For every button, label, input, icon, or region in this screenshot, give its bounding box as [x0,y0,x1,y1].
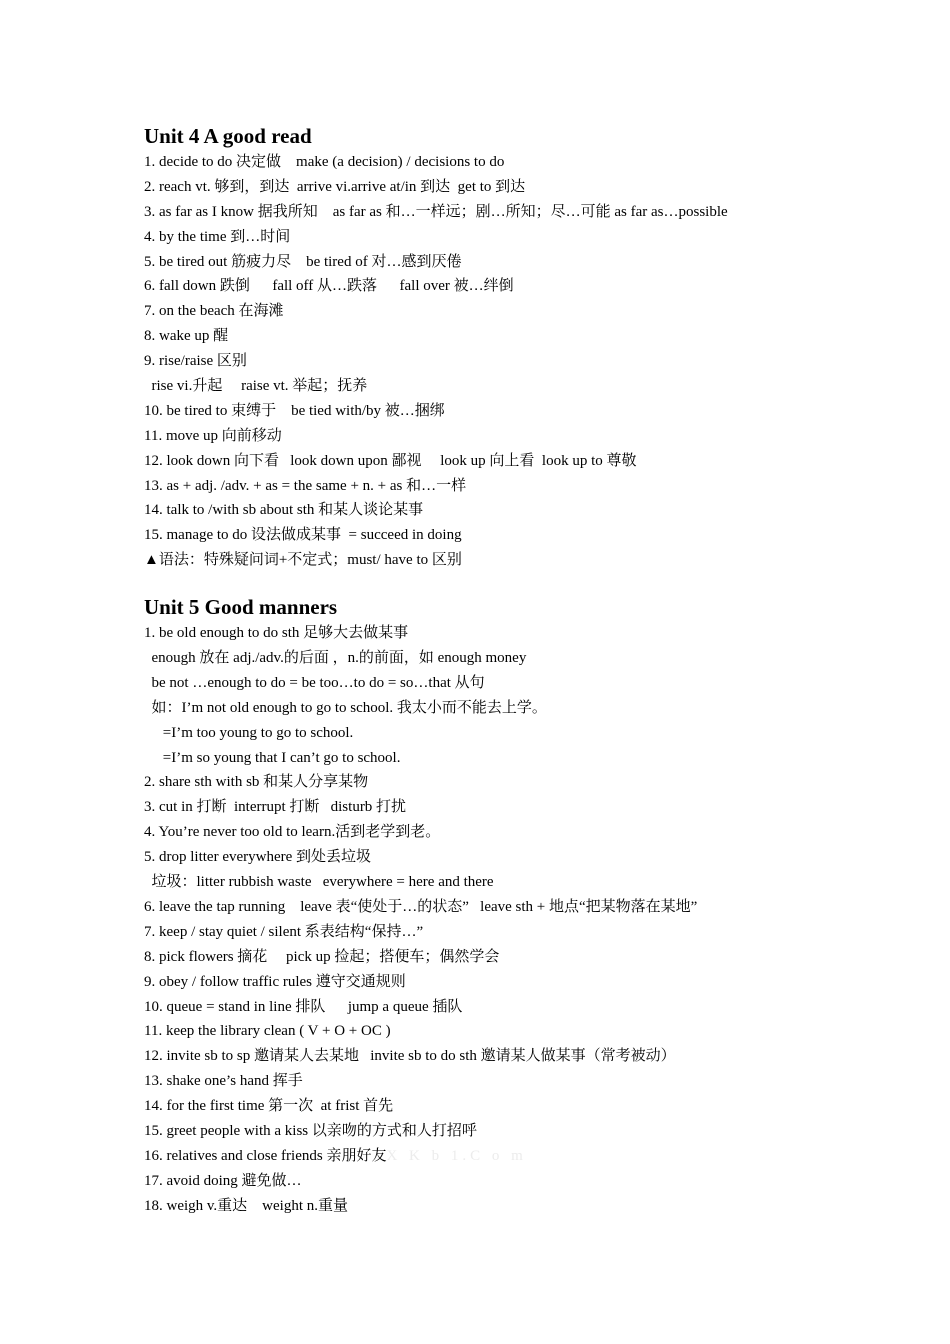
list-item: 垃圾：litter rubbish waste everywhere = here and there [144,874,494,891]
list-item: =I’m too young to go to school. [144,724,354,741]
list-item: 10. queue = stand in line 排队 jump a queue 插队 [144,998,463,1015]
list-item: 15. manage to do 设法做成某事 = succeed in doing [144,527,462,544]
list-item: 13. as + adj. /adv. + as = the same + n. + as 和…一样 [144,477,467,494]
list-item: 7. on the beach 在海滩 [144,303,284,320]
list-item: 1. decide to do 决定做 make (a decision) / decisions to do [144,154,505,170]
list-item: enough 放在 adj./adv.的后面 ，n.的前面，如 enough money [144,650,527,667]
list-item: 10. be tired to 束缚于 be tied with/by 被…捆绑 [144,402,445,419]
unit-4-list [144,150,844,573]
list-item: 11. keep the library clean ( V + O + OC ) [144,1023,391,1040]
section-gap [144,573,844,593]
list-item: 9. obey / follow traffic rules 遵守交通规则 [144,973,406,990]
list-item: 如：I’m not old enough to go to school. 我太小而不能去上学。 [144,699,547,716]
list-item: 11. move up 向前移动 [144,427,282,444]
grammar-note: ▲语法：特殊疑问词+不定式；must/ have to 区别 [144,552,462,569]
list-item: 8. wake up 醒 [144,328,229,345]
list-item [144,1144,844,1169]
list-item: rise vi.升起 raise vt. 举起；抚养 [144,378,368,395]
list-item: 4. by the time 到…时间 [144,228,291,245]
list-item: 12. look down 向下看 look down upon 鄙视 look up 向上看 look up to 尊敬 [144,452,637,469]
list-item: 6. leave the tap running leave 表“使处于…的状态” leave sth + 地点“把某物落在某地” [144,898,698,915]
list-item: 15. greet people with a kiss 以亲吻的方式和人打招呼 [144,1122,477,1139]
unit-4-heading: Unit 4 A good read [144,124,312,148]
document-page [144,122,844,1219]
list-item: 17. avoid doing 避免做… [144,1172,302,1189]
unit-5-heading: Unit 5 Good manners [144,595,338,620]
list-item: 7. keep / stay quiet / silent 系表结构“保持…” [144,923,424,940]
watermark: X K b 1.C o m [386,1147,527,1164]
list-item: 14. talk to /with sb about sth 和某人谈论某事 [144,502,424,519]
list-item: be not …enough to do = be too…to do = so…that 从句 [144,674,485,691]
list-item: 18. weigh v.重达 weight n.重量 [144,1197,349,1214]
list-item: 5. drop litter everywhere 到处丢垃圾 [144,849,372,866]
list-item: 2. reach vt. 够到，到达 arrive vi.arrive at/in 到达 get to 到达 [144,178,526,195]
list-item-text: 16. relatives and close friends 亲朋好友 [144,1147,387,1164]
list-item: 8. pick flowers 摘花 pick up 捡起；搭便车；偶然学会 [144,948,500,965]
unit-5-list [144,621,844,1218]
list-item: 13. shake one’s hand 挥手 [144,1073,303,1090]
list-item: =I’m so young that I can’t go to school. [144,749,401,766]
list-item: 5. be tired out 筋疲力尽 be tired of 对…感到厌倦 [144,253,462,270]
list-item: 1. be old enough to do sth 足够大去做某事 [144,625,409,642]
list-item: 6. fall down 跌倒 fall off 从…跌落 fall over 被…绊倒 [144,278,514,295]
list-item: 3. as far as I know 据我所知 as far as 和…一样远；剧…所知；尽…可能 as far as…possible [144,203,728,220]
list-item: 3. cut in 打断 interrupt 打断 disturb 打扰 [144,799,407,816]
list-item: 14. for the first time 第一次 at frist 首先 [144,1098,394,1115]
list-item: 2. share sth with sb 和某人分享某物 [144,774,369,791]
list-item: 4. You’re never too old to learn.活到老学到老。 [144,824,441,841]
list-item: 9. rise/raise 区别 [144,353,247,370]
list-item: 12. invite sb to sp 邀请某人去某地 invite sb to do sth 邀请某人做某事（常考被动） [144,1048,676,1065]
